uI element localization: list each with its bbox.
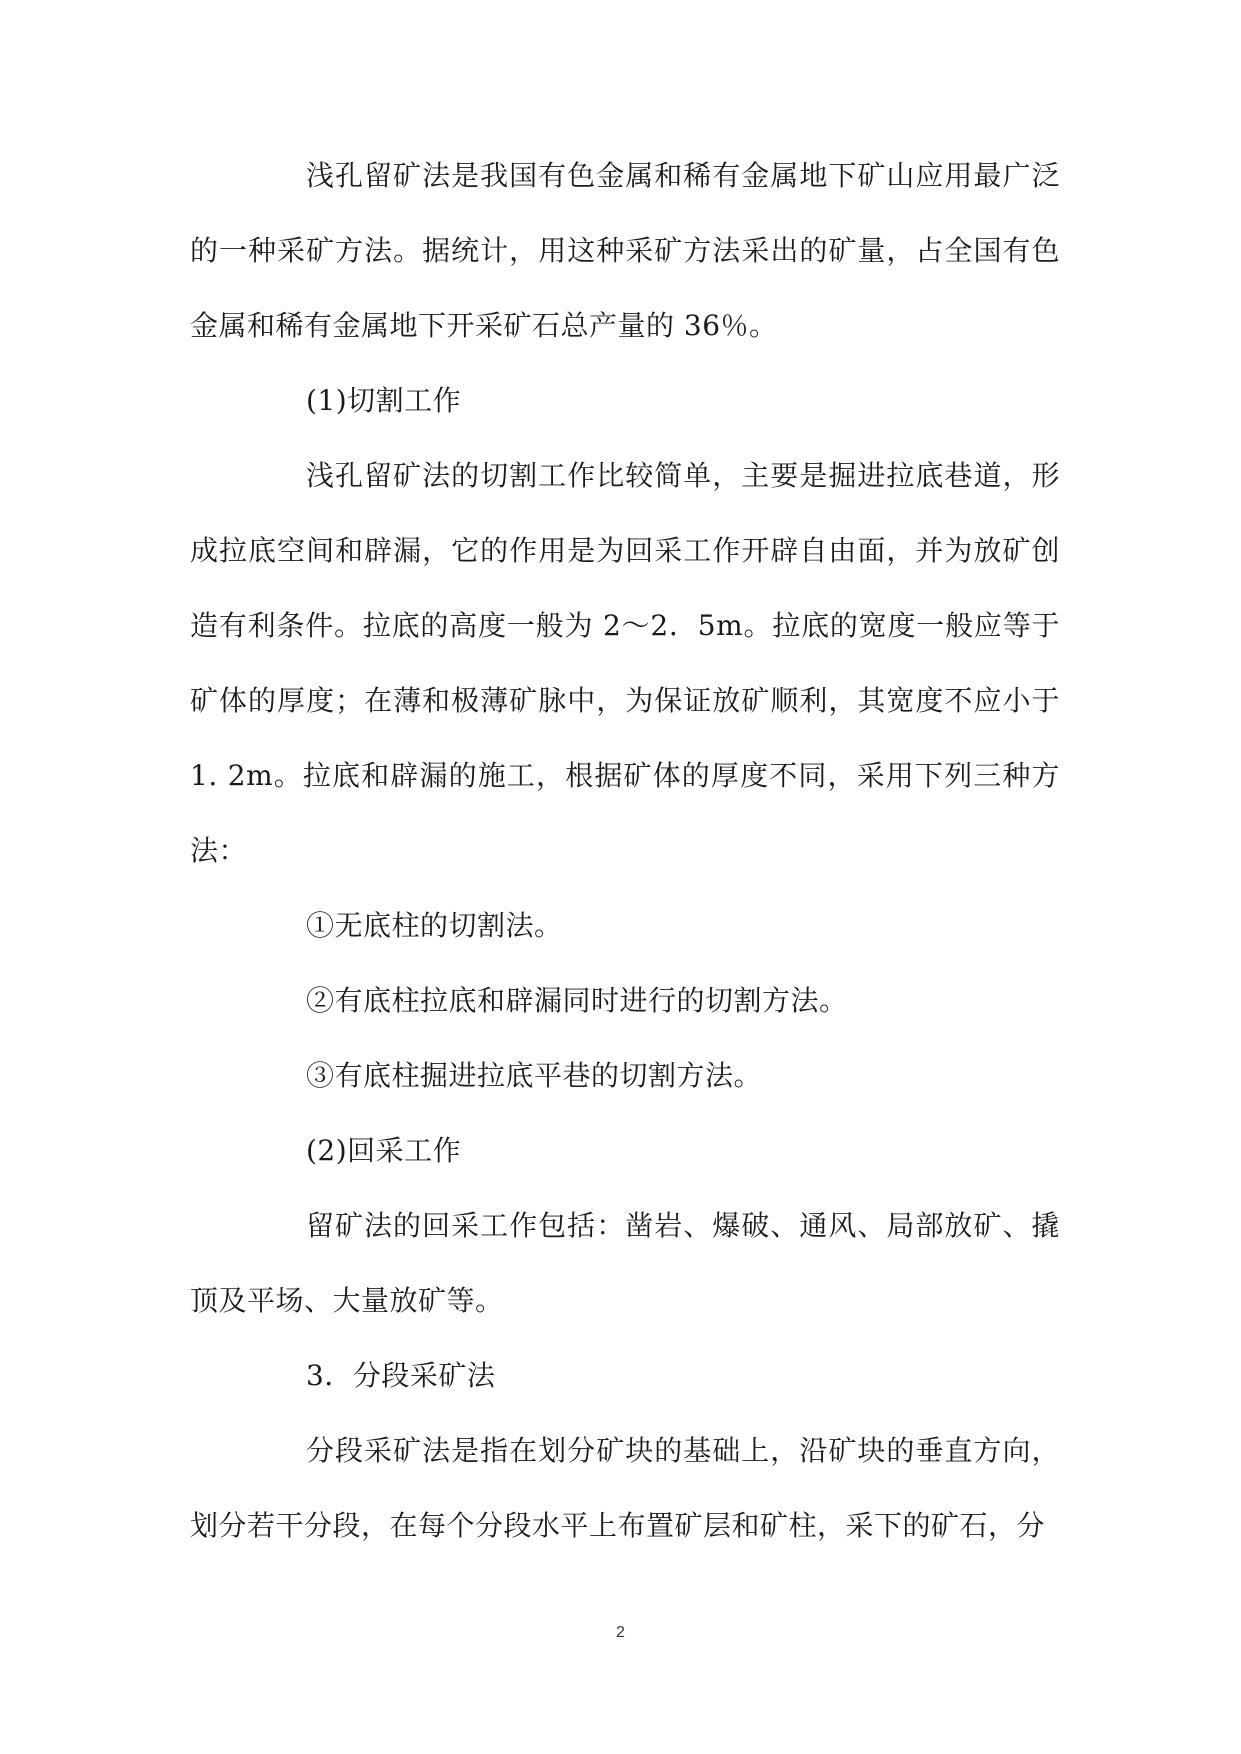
paragraph-stoping: 留矿法的回采工作包括：凿岩、爆破、通风、局部放矿、撬顶及平场、大量放矿等。 [190, 1209, 1060, 1317]
list-item-method-2: ②有底柱拉底和辟漏同时进行的切割方法。 [306, 984, 848, 1017]
section-heading-stoping: (2)回采工作 [306, 1134, 462, 1167]
list-item-method-3: ③有底柱掘进拉底平巷的切割方法。 [306, 1059, 763, 1092]
section-heading-sublevel: 3．分段采矿法 [306, 1359, 496, 1392]
paragraph-cutting: 浅孔留矿法的切割工作比较简单，主要是掘进拉底巷道，形成拉底空间和辟漏，它的作用是为回采工作开辟自由面，并为放矿创造有利条件。拉底的高度一般为 2～2．5m。拉底的宽度一般应等于矿体的厚度；在薄和极薄矿脉中，为保证放矿顺利，其宽度不应小于 1. 2m。拉底和辟漏的施工，根据矿体的厚度不同，采用下列三种方法： [190, 459, 1060, 867]
paragraph-intro: 浅孔留矿法是我国有色金属和稀有金属地下矿山应用最广泛的一种采矿方法。据统计，用这种采矿方法采出的矿量，占全国有色金属和稀有金属地下开采矿石总产量的 36％。 [190, 159, 1060, 342]
paragraph-sublevel: 分段采矿法是指在划分矿块的基础上，沿矿块的垂直方向，划分若干分段，在每个分段水平上布置矿层和矿柱，采下的矿石，分 [190, 1434, 1060, 1542]
page-number: 2 [616, 1624, 625, 1641]
section-heading-cutting: (1)切割工作 [306, 384, 462, 417]
list-item-method-1: ①无底柱的切割法。 [306, 909, 563, 942]
document-body [190, 138, 1060, 1563]
